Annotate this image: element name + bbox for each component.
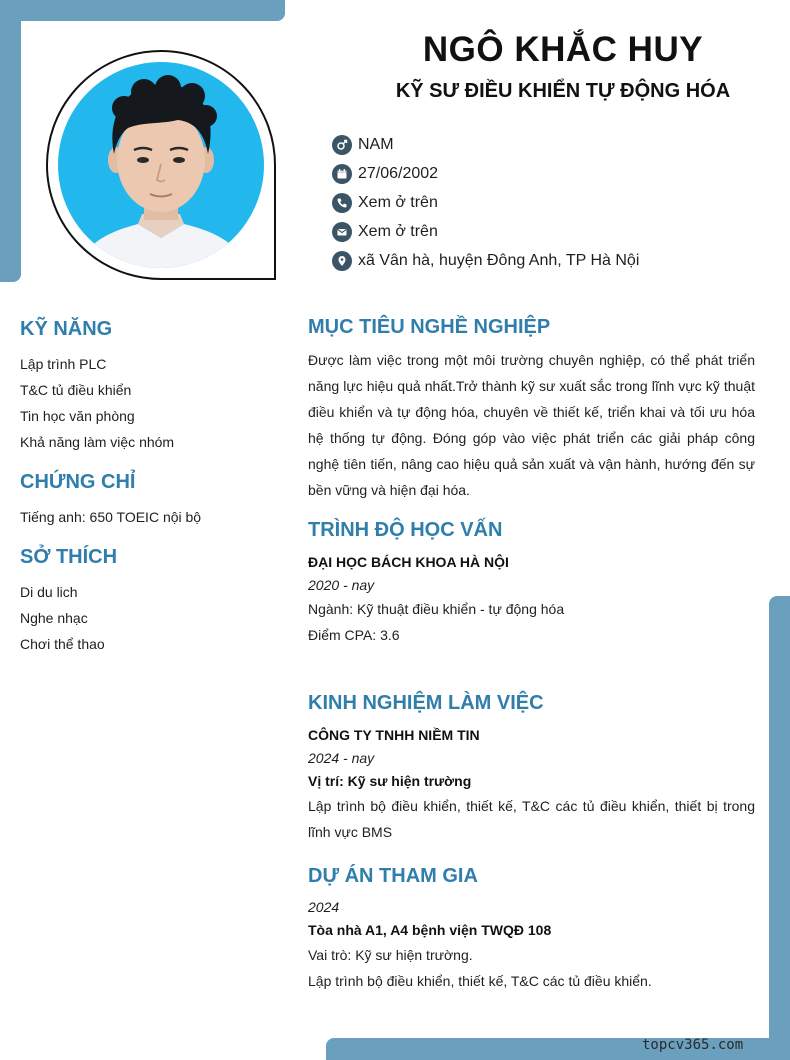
- education-gpa: Điểm CPA: 3.6: [308, 627, 400, 643]
- profile-photo-frame: [46, 50, 276, 280]
- education-major: Ngành: Kỹ thuật điều khiển - tự động hóa: [308, 601, 565, 617]
- experience-description: Lập trình bộ điều khiển, thiết kế, T&C các tủ điều khiển, thiết bị trong lĩnh vực BMS: [308, 798, 755, 840]
- experience-heading: KINH NGHIỆM LÀM VIỆC: [308, 692, 544, 714]
- left-column: [20, 318, 280, 657]
- education-heading: TRÌNH ĐỘ HỌC VẤN: [308, 519, 503, 541]
- skill-item: Tin học văn phòng: [20, 408, 135, 424]
- experience-section: [308, 692, 755, 845]
- job-title: KỸ SƯ ĐIỀU KHIỂN TỰ ĐỘNG HÓA: [395, 80, 731, 102]
- hobby-item: Nghe nhạc: [20, 610, 88, 626]
- watermark-text: topcv365.com: [642, 1037, 744, 1053]
- contact-birthdate: [332, 159, 639, 188]
- certificates-heading: CHỨNG CHỈ: [20, 471, 136, 493]
- contact-info: [332, 130, 639, 275]
- hobby-item: Chơi thể thao: [20, 636, 105, 652]
- contact-email: [332, 217, 639, 246]
- project-name: Tòa nhà A1, A4 bệnh viện TWQĐ 108: [308, 922, 552, 938]
- phone-icon: [332, 193, 352, 213]
- calendar-icon: [332, 164, 352, 184]
- project-role: Vai trò: Kỹ sư hiện trường.: [308, 947, 473, 963]
- skill-item: Lập trình PLC: [20, 356, 107, 372]
- projects-heading: DỰ ÁN THAM GIA: [308, 865, 478, 887]
- project-description: Lập trình bộ điều khiển, thiết kế, T&C các tủ điều khiển.: [308, 973, 652, 989]
- contact-phone: [332, 188, 639, 217]
- email-icon: [332, 222, 352, 242]
- contact-address-text: xã Vân hà, huyện Đông Anh, TP Hà Nội: [358, 251, 640, 269]
- experience-position: Vị trí: Kỹ sư hiện trường: [308, 773, 472, 789]
- right-frame-bar: [769, 596, 790, 1060]
- objective-heading: MỤC TIÊU NGHỀ NGHIỆP: [308, 316, 551, 338]
- left-frame-bar: [0, 0, 21, 282]
- contact-email-text: Xem ở trên: [358, 222, 438, 240]
- certificate-item: Tiếng anh: 650 TOEIC nội bộ: [20, 509, 202, 525]
- education-section: [308, 519, 755, 648]
- top-frame-bar: [0, 0, 285, 21]
- education-period: 2020 - nay: [308, 577, 375, 593]
- hobby-item: Di du lich: [20, 584, 78, 600]
- contact-gender: [332, 130, 639, 159]
- person-portrait-image: [58, 62, 264, 268]
- contact-birthdate-text: 27/06/2002: [358, 164, 439, 182]
- hobbies-heading: SỞ THÍCH: [20, 546, 118, 568]
- objective-section: [308, 316, 755, 503]
- skill-item: Khả năng làm việc nhóm: [20, 434, 175, 450]
- skills-heading: KỸ NĂNG: [20, 318, 113, 340]
- company-name: CÔNG TY TNHH NIỀM TIN: [308, 727, 480, 743]
- objective-text: Được làm việc trong một môi trường chuyên nghiệp, có thể phát triển năng lực hiệu quả nhất.Trở thành kỹ sư xuất sắc trong lĩnh vực kỹ thuật điều khiển và tự động hóa, chuyên về thiết kế, triển khai và tối ưu hóa hệ thống tự động. Đóng góp vào việc phát triển các giải pháp công nghệ tiên tiến, nâng cao hiệu quả sản xuất và vận hành, hướng đến sự bền vững và hiện đại hóa.: [308, 352, 755, 498]
- experience-period: 2024 - nay: [308, 750, 375, 766]
- projects-section: [308, 865, 755, 994]
- skill-item: T&C tủ điều khiển: [20, 382, 132, 398]
- project-period: 2024: [308, 899, 340, 915]
- school-name: ĐẠI HỌC BÁCH KHOA HÀ NỘI: [308, 554, 509, 570]
- contact-gender-text: NAM: [358, 135, 394, 153]
- contact-address: [332, 246, 639, 275]
- profile-photo: [58, 62, 264, 268]
- candidate-name: NGÔ KHẮC HUY: [422, 30, 704, 69]
- gender-icon: [332, 135, 352, 155]
- location-icon: [332, 251, 352, 271]
- contact-phone-text: Xem ở trên: [358, 193, 438, 211]
